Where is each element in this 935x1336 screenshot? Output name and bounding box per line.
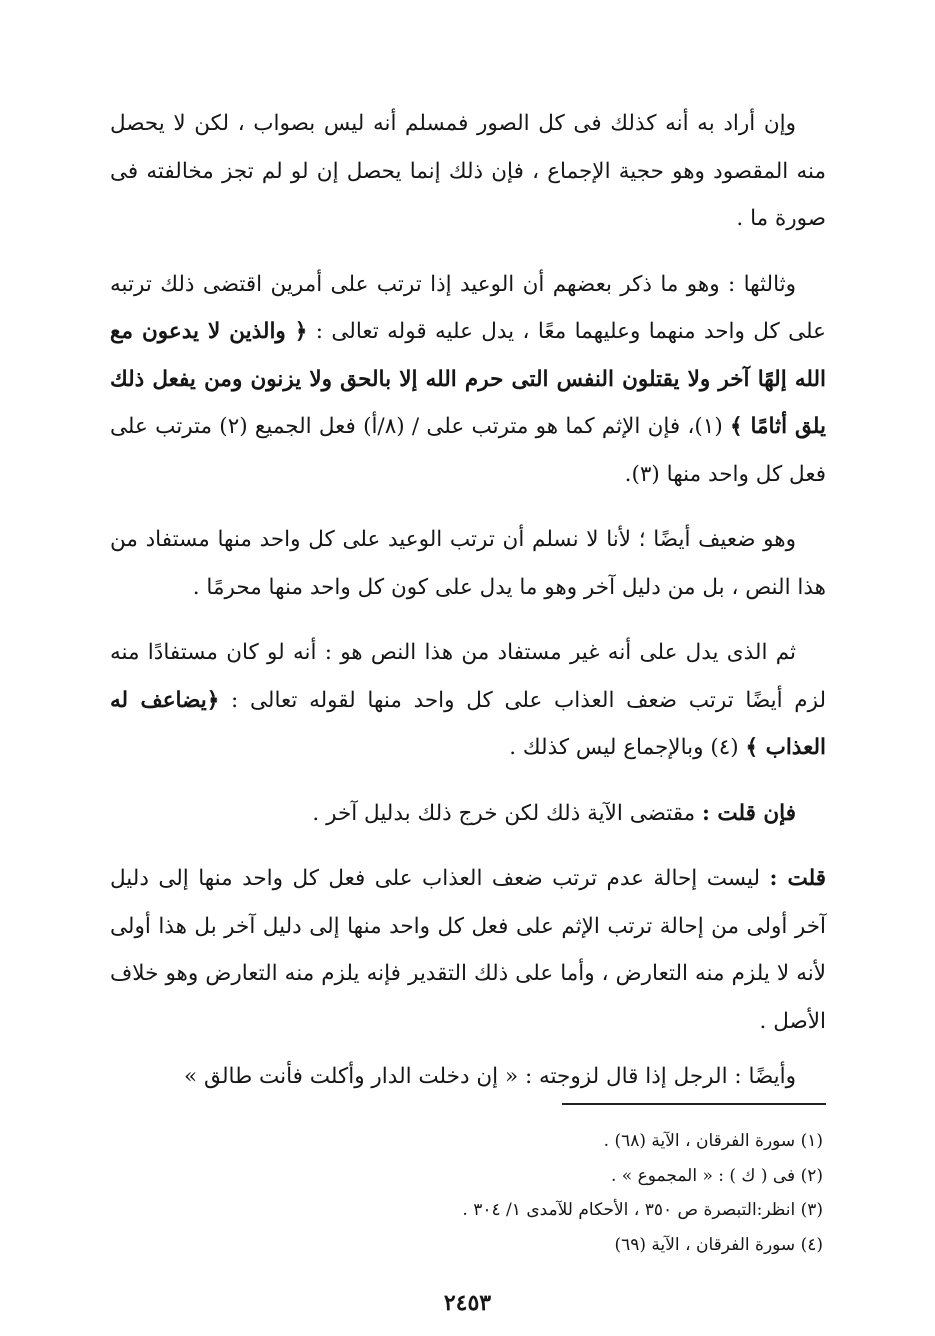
footnote-divider [562, 1103, 826, 1105]
page-number: ٢٤٥٣ [443, 1290, 492, 1316]
paragraph-6 [110, 855, 826, 1045]
main-text [110, 100, 826, 1119]
paragraph-4-text-continued: (٤) وبالإجماع ليس كذلك . [509, 735, 746, 760]
paragraph-1 [110, 100, 826, 243]
reply-label: قلت : [769, 866, 826, 891]
footnote-3: (٣) انظر:التبصرة ص ٣٥٠ ، الأحكام للآمدى ١/ ٣٠٤ . [462, 1200, 823, 1220]
paragraph-7 [110, 1053, 826, 1101]
quran-verse-2: ﴿يضاعف له العذاب ﴾ [110, 687, 826, 760]
paragraph-2-text-continued: (١)، فإن الإثم كما هو مترتب على / (٨/أ) فعل الجميع (٢) مترتب على فعل كل واحد منها (٣). [110, 414, 826, 487]
quran-verse-1: ﴿ والذين لا يدعون مع الله إلهًا آخر ولا يقتلون النفس التى حرم الله إلا بالحق ولا يزنون ومن يفعل ذلك يلق أثامًا ﴾ [110, 319, 826, 439]
paragraph-5 [110, 790, 826, 838]
paragraph-5-text: مقتضى الآية ذلك لكن خرج ذلك بدليل آخر . [312, 800, 702, 826]
footnote-1: (١) سورة الفرقان ، الآية (٦٨) . [603, 1131, 823, 1151]
paragraph-4 [110, 629, 826, 772]
paragraph-7-text: وأيضًا : الرجل إذا قال لزوجته : « إن دخلت الدار وأكلت فأنت طالق » [184, 1064, 796, 1089]
objection-label: فإن قلت : [701, 800, 796, 826]
paragraph-2-text: وثالثها : وهو ما ذكر بعضهم أن الوعيد إذا ترتب على أمرين اقتضى ذلك ترتبه على كل واحد منهما وعليهما معًا ، يدل عليه قوله تعالى : [110, 271, 827, 344]
paragraph-3 [110, 516, 826, 611]
paragraph-3-text: وهو ضعيف أيضًا ؛ لأنا لا نسلم أن ترتب الوعيد على كل واحد منها مستفاد من هذا النص ، بل من دليل آخر وهو ما يدل على كون كل واحد منها محرمًا . [110, 527, 826, 600]
footnote-2: (٢) فى ( ك ) : « المجموع » . [610, 1165, 823, 1186]
paragraph-2 [110, 261, 826, 499]
paragraph-6-text: ليست إحالة عدم ترتب ضعف العذاب على فعل كل واحد منها إلى دليل آخر أولى من إحالة ترتب الإثم على فعل كل واحد منها إلى دليل آخر بل هذا أولى لأنه لا يلزم منه التعارض ، وأما على ذلك التقدير فإنه يلزم منه التعارض وهو خلاف الأصل . [110, 866, 826, 1034]
footnotes [223, 1124, 823, 1262]
footnote-4: (٤) سورة الفرقان ، الآية (٦٩) [614, 1234, 823, 1255]
paragraph-4-text: ثم الذى يدل على أنه غير مستفاد من هذا النص هو : أنه لو كان مستفادًا منه لزم أيضًا ترتب ضعف العذاب على كل واحد منها لقوله تعالى : [110, 640, 826, 713]
paragraph-1-text: وإن أراد به أنه كذلك فى كل الصور فمسلم أنه ليس بصواب ، لكن لا يحصل منه المقصود وهو حجية الإجماع ، فإن ذلك إنما يحصل إن لو لم تجز مخالفته فى صورة ما . [110, 111, 826, 231]
